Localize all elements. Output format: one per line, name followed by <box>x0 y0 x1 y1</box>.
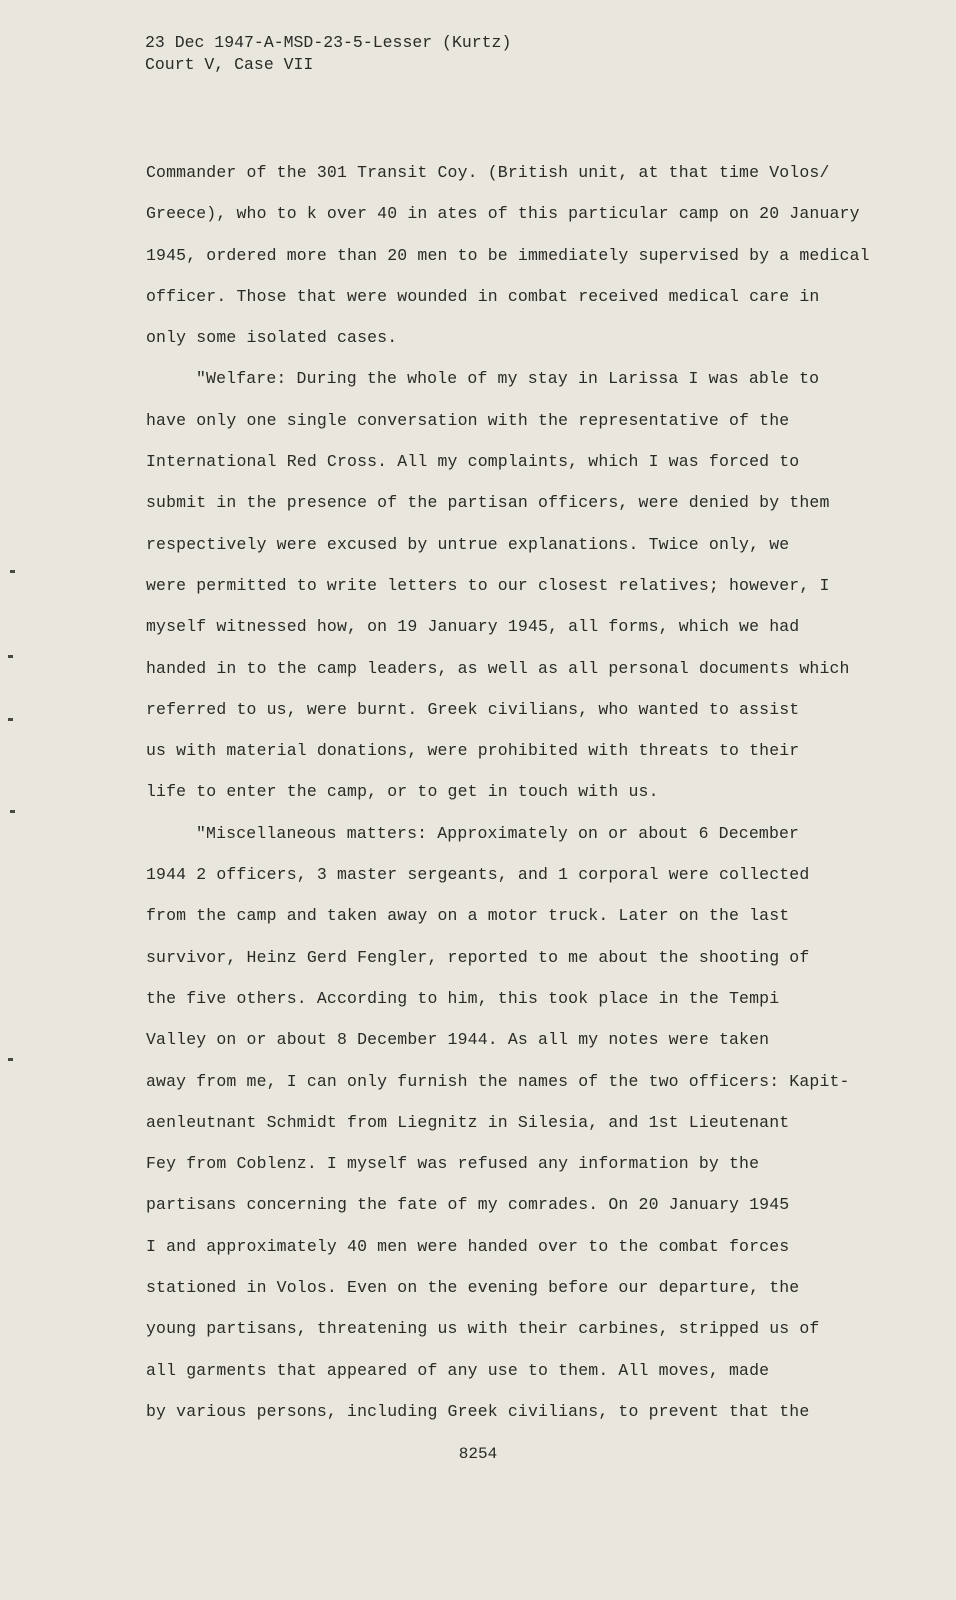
text-line: young partisans, threatening us with their carbines, stripped us of <box>146 1319 820 1339</box>
margin-mark <box>8 718 13 721</box>
text-line: Greece), who to k over 40 in ates of this particular camp on 20 January <box>146 204 860 224</box>
text-line: partisans concerning the fate of my comrades. On 20 January 1945 <box>146 1195 790 1215</box>
page-number: 8254 <box>458 1445 498 1463</box>
text-line: Fey from Coblenz. I myself was refused any information by the <box>146 1154 760 1174</box>
text-line: myself witnessed how, on 19 January 1945, all forms, which we had <box>146 617 800 637</box>
text-line: respectively were excused by untrue explanations. Twice only, we <box>146 534 790 554</box>
text-line: only some isolated cases. <box>146 328 398 348</box>
text-line: survivor, Heinz Gerd Fengler, reported to me about the shooting of <box>146 947 810 967</box>
text-line: by various persons, including Greek civilians, to prevent that the <box>146 1401 810 1421</box>
margin-mark <box>8 655 13 658</box>
margin-mark <box>10 570 15 573</box>
text-line: aenleutnant Schmidt from Liegnitz in Silesia, and 1st Lieutenant <box>146 1112 790 1132</box>
text-line: officer. Those that were wounded in combat received medical care in <box>146 286 820 306</box>
text-line: "Welfare: During the whole of my stay in Larissa I was able to <box>196 369 820 389</box>
text-line: us with material donations, were prohibited with threats to their <box>146 741 800 761</box>
margin-mark <box>8 1058 13 1061</box>
text-line: International Red Cross. All my complaints, which I was forced to <box>146 452 800 472</box>
text-line: referred to us, were burnt. Greek civilians, who wanted to assist <box>146 699 800 719</box>
text-line: submit in the presence of the partisan officers, were denied by them <box>146 493 830 513</box>
text-line: away from me, I can only furnish the names of the two officers: Kapit- <box>146 1071 850 1091</box>
text-line: life to enter the camp, or to get in touch with us. <box>146 782 659 802</box>
text-line: handed in to the camp leaders, as well as all personal documents which <box>146 658 850 678</box>
text-line: Valley on or about 8 December 1944. As all my notes were taken <box>146 1030 770 1050</box>
text-line: were permitted to write letters to our closest relatives; however, I <box>146 575 830 595</box>
text-line: I and approximately 40 men were handed over to the combat forces <box>146 1236 790 1256</box>
header-court-line: Court V, Case VII <box>145 55 314 74</box>
text-line: "Miscellaneous matters: Approximately on or about 6 December <box>196 823 800 843</box>
text-line: from the camp and taken away on a motor truck. Later on the last <box>146 906 790 926</box>
document-body <box>146 152 886 1432</box>
document-header <box>145 32 511 76</box>
text-line: stationed in Volos. Even on the evening before our departure, the <box>146 1278 800 1298</box>
text-line: all garments that appeared of any use to them. All moves, made <box>146 1360 770 1380</box>
text-line: have only one single conversation with the representative of the <box>146 410 790 430</box>
header-reference-line: 23 Dec 1947-A-MSD-23-5-Lesser (Kurtz) <box>145 33 512 52</box>
margin-mark <box>10 810 15 813</box>
text-line: the five others. According to him, this took place in the Tempi <box>146 988 780 1008</box>
text-line: Commander of the 301 Transit Coy. (British unit, at that time Volos/ <box>146 163 830 182</box>
text-line: 1945, ordered more than 20 men to be immediately supervised by a medical <box>146 245 870 265</box>
text-line: 1944 2 officers, 3 master sergeants, and 1 corporal were collected <box>146 865 810 885</box>
